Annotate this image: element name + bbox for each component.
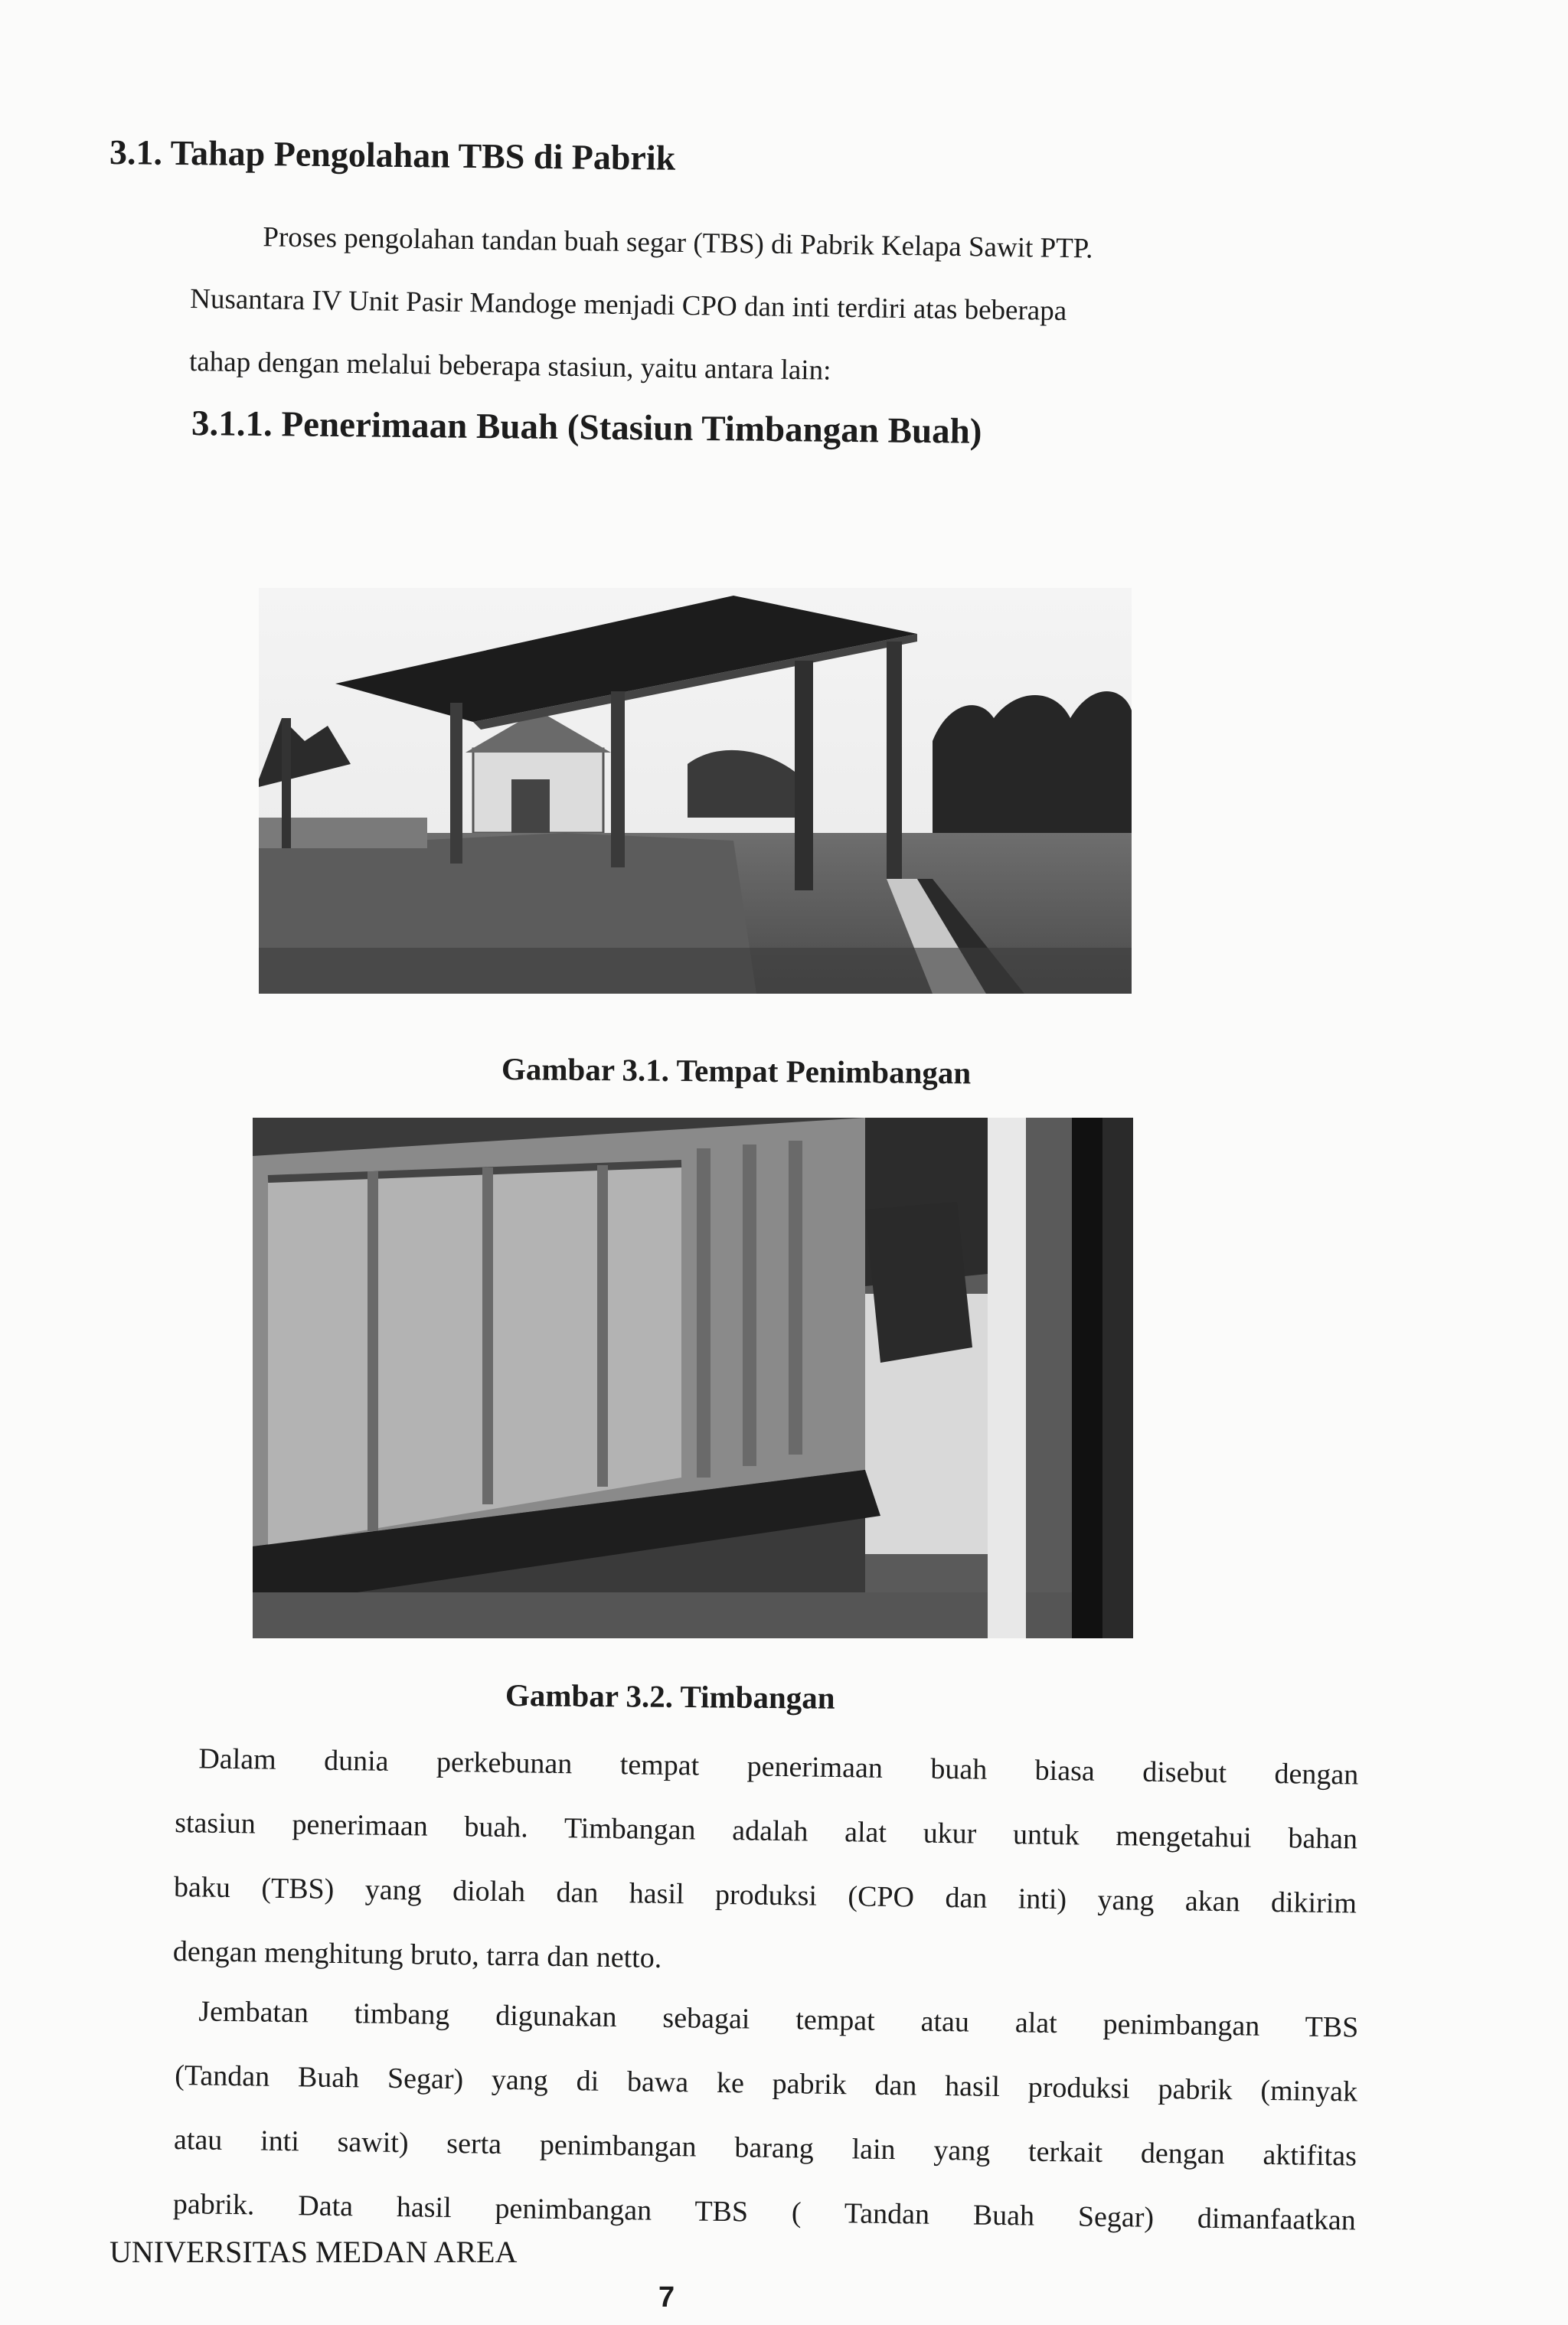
section-heading: 3.1. Tahap Pengolahan TBS di Pabrik — [109, 132, 676, 178]
figure-caption: Gambar 3.1. Tempat Penimbangan — [501, 1051, 972, 1091]
intro-line: Nusantara IV Unit Pasir Mandoge menjadi CPO dan inti terdiri atas beberapa — [190, 282, 1067, 327]
truck-scale-photo — [253, 1118, 1133, 1638]
subsection-heading: 3.1.1. Penerimaan Buah (Stasiun Timbangan Buah) — [191, 403, 982, 452]
body-line: Dalam dunia perkebunan tempat penerimaan buah biasa disebut dengan — [198, 1742, 1359, 1791]
body-paragraph — [172, 1979, 1359, 2253]
body-line: dengan menghitung bruto, tarra dan netto. — [172, 1935, 662, 1974]
weighing-station-photo — [259, 588, 1132, 994]
intro-line: tahap dengan melalui beberapa stasiun, yaitu antara lain: — [188, 345, 831, 387]
body-line: Jembatan timbang digunakan sebagai tempat atau alat penimbangan TBS — [198, 1995, 1359, 2044]
university-footer: UNIVERSITAS MEDAN AREA — [109, 2235, 518, 2269]
body-line: stasiun penerimaan buah. Timbangan adalah alat ukur untuk mengetahui bahan — [174, 1806, 1358, 1856]
intro-paragraph — [189, 205, 1390, 410]
body-paragraph — [172, 1726, 1359, 2000]
body-line: baku (TBS) yang diolah dan hasil produksi (CPO dan inti) yang akan dikirim — [173, 1870, 1357, 1920]
page-number: 7 — [658, 2281, 675, 2314]
body-line: (Tandan Buah Segar) yang di bawa ke pabrik dan hasil produksi pabrik (minyak — [174, 2059, 1358, 2108]
body-line: atau inti sawit) serta penimbangan barang lain yang terkait dengan aktifitas — [173, 2123, 1357, 2173]
figure-caption: Gambar 3.2. Timbangan — [505, 1677, 835, 1716]
intro-line: Proses pengolahan tandan buah segar (TBS) di Pabrik Kelapa Sawit PTP. — [263, 221, 1093, 265]
body-line: pabrik. Data hasil penimbangan TBS ( Tandan Buah Segar) dimanfaatkan — [172, 2187, 1357, 2237]
